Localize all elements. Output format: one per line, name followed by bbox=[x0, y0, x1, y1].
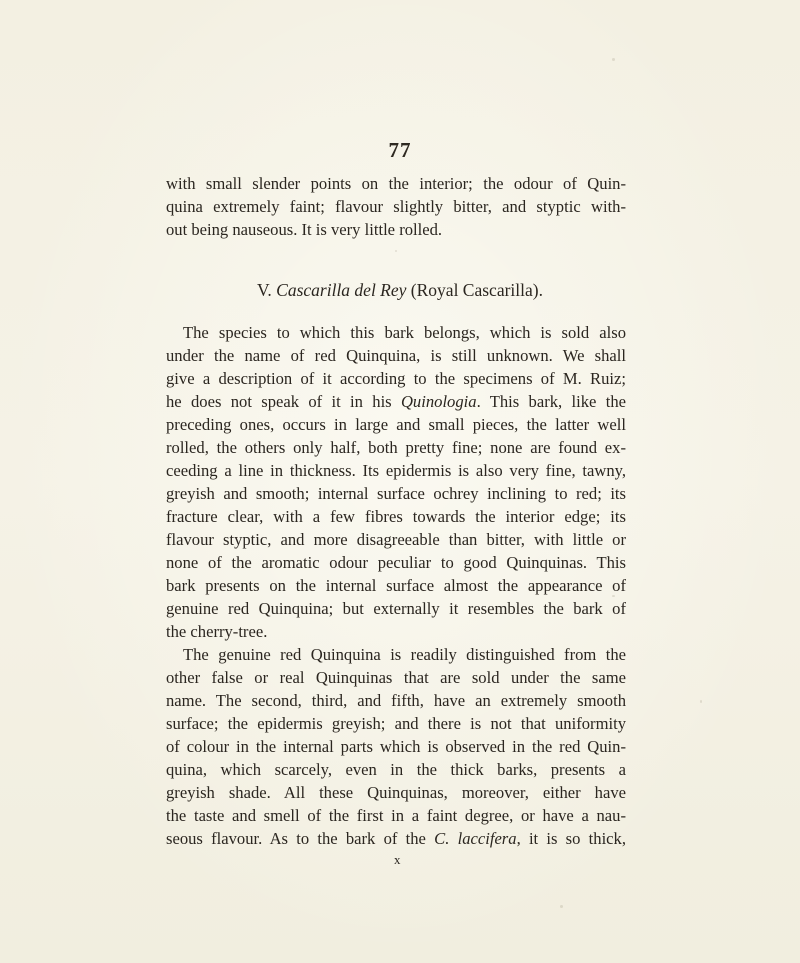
text-line: none of the aromatic odour peculiar to good Quinquinas. This bbox=[166, 553, 626, 572]
text-line: name. The second, third, and fifth, have an extremely smooth bbox=[166, 691, 626, 710]
text-line: bark presents on the internal surface almost the appearance of bbox=[166, 576, 626, 595]
text-line: quina, which scarcely, even in the thick barks, presents a bbox=[166, 760, 626, 779]
signature-mark: x bbox=[394, 852, 402, 867]
text-line: The species to which this bark belongs, which is sold also bbox=[183, 323, 626, 342]
text-line: out being nauseous. It is very little rolled. bbox=[166, 220, 443, 239]
text-fragment: seous flavour. As to the bark of the bbox=[166, 829, 435, 848]
section-title: Cascarilla del Rey bbox=[276, 280, 407, 300]
text-line: genuine red Quinquina; but externally it resembles the bark of bbox=[166, 599, 626, 618]
text-line: flavour styptic, and more disagreeable than bitter, with little or bbox=[166, 530, 626, 549]
page-number: 77 bbox=[388, 138, 412, 162]
text-line: of colour in the internal parts which is observed in the red Quin- bbox=[166, 737, 626, 756]
text-line: fracture clear, with a few fibres towards the interior edge; its bbox=[166, 507, 626, 526]
book-title-italic: Quinologia bbox=[400, 392, 477, 411]
species-name-italic: C. laccifera bbox=[434, 829, 517, 848]
text-line: preceding ones, occurs in large and small pieces, the latter well bbox=[166, 415, 626, 434]
text-fragment: , it is so thick, bbox=[516, 829, 626, 848]
text-line bbox=[166, 391, 626, 413]
text-line: quina extremely faint; flavour slightly bitter, and styptic with- bbox=[166, 197, 626, 216]
text-line: The genuine red Quinquina is readily distinguished from the bbox=[183, 645, 626, 664]
paper-speck bbox=[612, 595, 615, 597]
paper-speck bbox=[395, 250, 397, 252]
text-line: with small slender points on the interior; the odour of Quin- bbox=[166, 174, 626, 193]
text-fragment: . This bark, like the bbox=[476, 392, 626, 411]
text-line: the taste and smell of the first in a faint degree, or have a nau- bbox=[166, 806, 626, 825]
paper-speck bbox=[612, 58, 615, 61]
text-line bbox=[166, 828, 626, 850]
text-line: greyish shade. All these Quinquinas, moreover, either have bbox=[166, 783, 626, 802]
text-line: the cherry-tree. bbox=[166, 622, 268, 641]
text-line: under the name of red Quinquina, is still unknown. We shall bbox=[166, 346, 626, 365]
section-heading bbox=[0, 280, 800, 301]
paper-speck bbox=[560, 905, 563, 908]
text-line: surface; the epidermis greyish; and there is not that uniformity bbox=[166, 714, 626, 733]
text-line: ceeding a line in thickness. Its epidermis is also very fine, tawny, bbox=[166, 461, 626, 480]
text-line: rolled, the others only half, both pretty fine; none are found ex- bbox=[166, 438, 626, 457]
text-line: give a description of it according to the specimens of M. Ruiz; bbox=[166, 369, 626, 388]
text-fragment: he does not speak of it in his bbox=[166, 392, 401, 411]
section-numeral: V. bbox=[257, 280, 272, 300]
text-line: other false or real Quinquinas that are sold under the same bbox=[166, 668, 626, 687]
section-translation: (Royal Cascarilla). bbox=[410, 280, 543, 300]
paper-speck bbox=[700, 700, 702, 703]
text-line: greyish and smooth; internal surface ochrey inclining to red; its bbox=[166, 484, 626, 503]
